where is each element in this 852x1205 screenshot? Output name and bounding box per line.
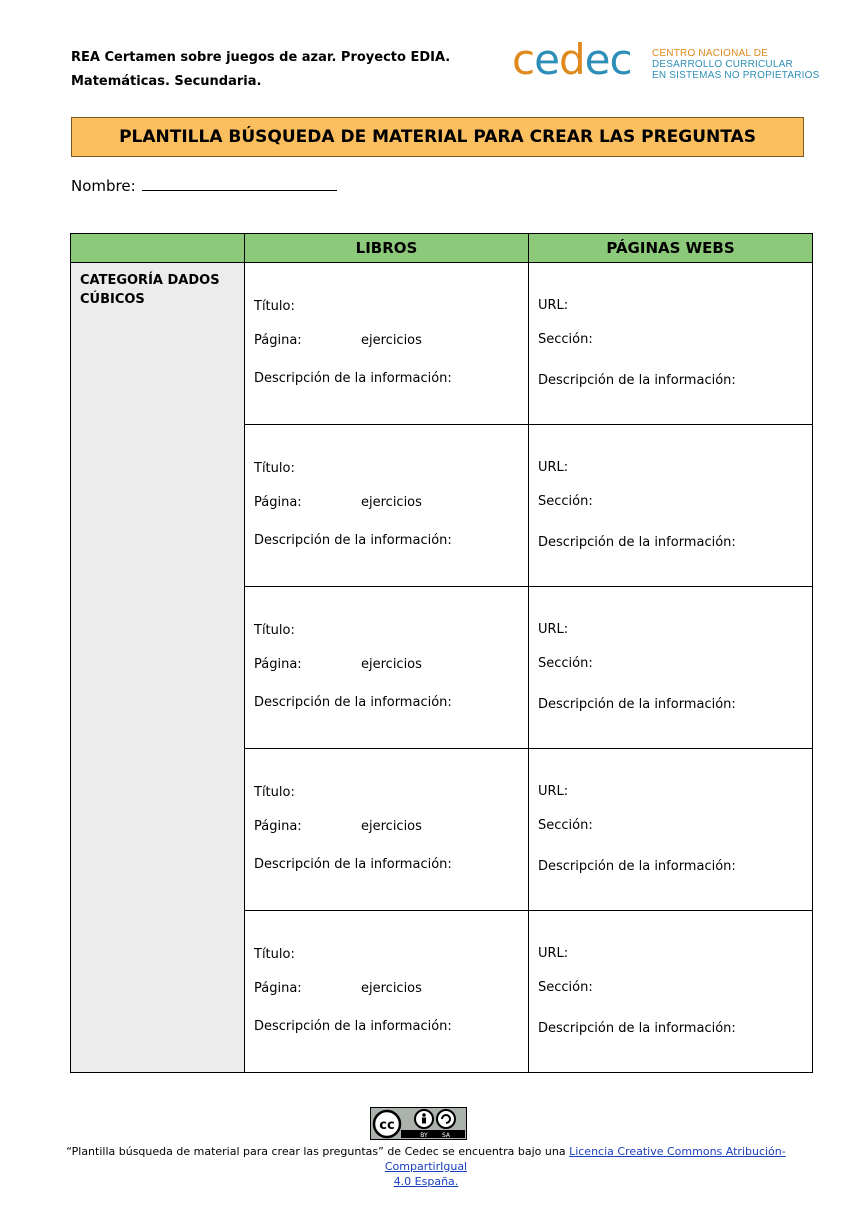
seccion-label: Sección: bbox=[538, 494, 593, 509]
cc-sa-label: SA bbox=[441, 1132, 451, 1139]
web-entry[interactable] bbox=[529, 911, 813, 1073]
url-label: URL: bbox=[538, 460, 569, 475]
descripcion-web-label: Descripción de la información: bbox=[538, 697, 736, 712]
libro-entry[interactable] bbox=[245, 263, 529, 425]
license-link[interactable]: Licencia Creative Commons Atribución-CompartirIgual bbox=[384, 1145, 786, 1173]
header-line-2: Matemáticas. Secundaria. bbox=[71, 74, 262, 89]
logo-letter: e bbox=[534, 35, 559, 84]
web-entry[interactable] bbox=[529, 749, 813, 911]
table-body bbox=[71, 263, 813, 1073]
header-line-1: REA Certamen sobre juegos de azar. Proyecto EDIA. bbox=[71, 50, 451, 65]
seccion-label: Sección: bbox=[538, 818, 593, 833]
descripcion-libro-label: Descripción de la información: bbox=[254, 533, 452, 548]
descripcion-web-label: Descripción de la información: bbox=[538, 535, 736, 550]
descripcion-web-label: Descripción de la información: bbox=[538, 1021, 736, 1036]
url-label: URL: bbox=[538, 622, 569, 637]
logo-sub-line-3: EN SISTEMAS NO PROPIETARIOS bbox=[652, 70, 820, 81]
nombre-blank-line[interactable] bbox=[142, 176, 337, 191]
libro-entry[interactable] bbox=[245, 911, 529, 1073]
header-paginas-webs: PÁGINAS WEBS bbox=[529, 234, 813, 263]
logo-letter: c bbox=[609, 35, 632, 84]
pagina-label: Página: bbox=[254, 657, 302, 672]
logo-sub-line-1: CENTRO NACIONAL DE bbox=[652, 48, 769, 59]
header-empty bbox=[71, 234, 245, 263]
web-entry[interactable] bbox=[529, 263, 813, 425]
url-label: URL: bbox=[538, 298, 569, 313]
titulo-label: Título: bbox=[254, 947, 295, 962]
libro-entry[interactable] bbox=[245, 749, 529, 911]
pagina-label: Página: bbox=[254, 819, 302, 834]
descripcion-libro-label: Descripción de la información: bbox=[254, 695, 452, 710]
ejercicios-label: ejercicios bbox=[361, 657, 422, 672]
url-label: URL: bbox=[538, 946, 569, 961]
pagina-label: Página: bbox=[254, 981, 302, 996]
descripcion-web-label: Descripción de la información: bbox=[538, 859, 736, 874]
logo-sub-line-2: DESARROLLO CURRICULAR bbox=[652, 59, 793, 70]
table-row bbox=[71, 263, 813, 425]
document-header bbox=[71, 46, 471, 94]
nombre-label: Nombre: bbox=[71, 177, 136, 195]
titulo-label: Título: bbox=[254, 623, 295, 638]
descripcion-libro-label: Descripción de la información: bbox=[254, 1019, 452, 1034]
seccion-label: Sección: bbox=[538, 656, 593, 671]
logo-wordmark bbox=[512, 35, 632, 84]
material-table bbox=[70, 233, 813, 1073]
license-link-2[interactable]: 4.0 España. bbox=[393, 1175, 459, 1188]
svg-text:cc: cc bbox=[379, 1118, 395, 1133]
seccion-label: Sección: bbox=[538, 332, 593, 347]
logo-word bbox=[512, 35, 632, 84]
ejercicios-label: ejercicios bbox=[361, 495, 422, 510]
descripcion-libro-label: Descripción de la información: bbox=[254, 857, 452, 872]
footer-text: “Plantilla búsqueda de material para crear las preguntas” de Cedec se encuentra bajo una bbox=[66, 1145, 570, 1158]
creative-commons-by-sa-icon bbox=[370, 1107, 467, 1140]
seccion-label: Sección: bbox=[538, 980, 593, 995]
url-label: URL: bbox=[538, 784, 569, 799]
logo-letter: d bbox=[558, 35, 585, 84]
libro-entry[interactable] bbox=[245, 587, 529, 749]
titulo-label: Título: bbox=[254, 299, 295, 314]
descripcion-web-label: Descripción de la información: bbox=[538, 373, 736, 388]
logo-letter: c bbox=[512, 35, 535, 84]
cc-by-label: BY bbox=[420, 1132, 428, 1139]
ejercicios-label: ejercicios bbox=[361, 333, 422, 348]
logo-subtitle bbox=[652, 48, 822, 81]
titulo-label: Título: bbox=[254, 461, 295, 476]
category-cell: CATEGORÍA DADOS CÚBICOS bbox=[71, 263, 245, 1073]
nombre-field bbox=[71, 176, 337, 195]
cedec-logo bbox=[512, 35, 820, 88]
libro-entry[interactable] bbox=[245, 425, 529, 587]
ejercicios-label: ejercicios bbox=[361, 819, 422, 834]
header-libros: LIBROS bbox=[245, 234, 529, 263]
descripcion-libro-label: Descripción de la información: bbox=[254, 371, 452, 386]
titulo-label: Título: bbox=[254, 785, 295, 800]
pagina-label: Página: bbox=[254, 495, 302, 510]
ejercicios-label: ejercicios bbox=[361, 981, 422, 996]
web-entry[interactable] bbox=[529, 587, 813, 749]
cc-badge-svg bbox=[371, 1108, 466, 1139]
logo-letter: e bbox=[584, 35, 610, 84]
pagina-label: Página: bbox=[254, 333, 302, 348]
page-title: PLANTILLA BÚSQUEDA DE MATERIAL PARA CREAR LAS PREGUNTAS bbox=[71, 117, 804, 157]
web-entry[interactable] bbox=[529, 425, 813, 587]
license-footer bbox=[40, 1144, 812, 1189]
